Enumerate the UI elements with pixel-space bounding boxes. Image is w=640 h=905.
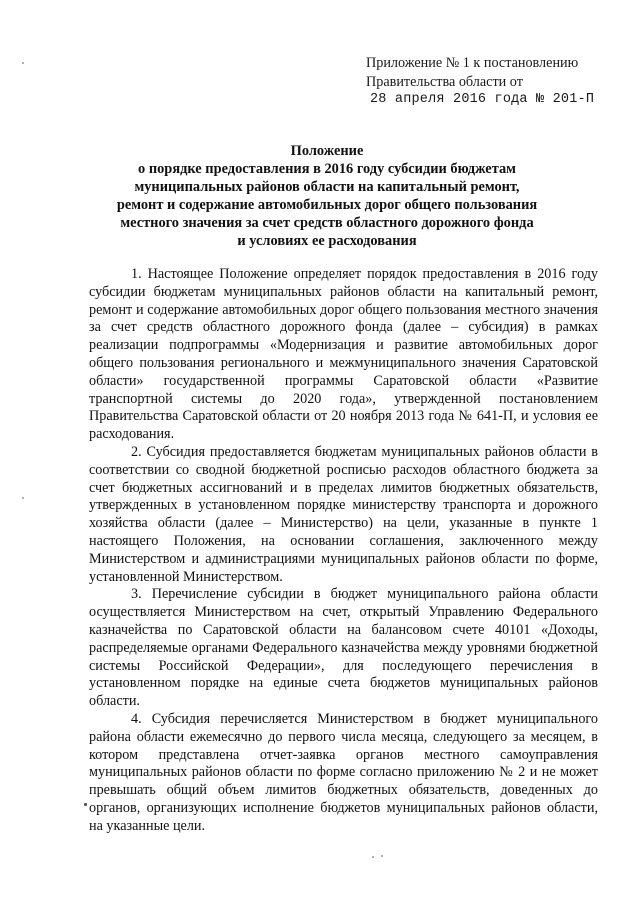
paragraph-4: 4. Субсидия перечисляется Министерством в бюджет муниципального района области ежемесячно до первого числа месяца, следующего за месяцем, в котором представлена отчет-заявка органов местного самоуправления муниципальных районов области по форме согласно приложению № 2 и не может превышать общий объем лимитов бюджетных обязательств, доведенных до органов, организующих исполнение бюджетов муниципальных районов области, на указанные цели. [89, 710, 598, 834]
paragraph-1: 1. Настоящее Положение определяет порядок предоставления в 2016 году субсидии бюджетам муниципальных районов области на капитальный ремонт, ремонт и содержание автомобильных дорог общего пользования местного значения за счет средств областного дорожного фонда (далее – субсидия) в рамках реализации подпрограммы «Модернизация и развитие автомобильных дорог общего пользования регионального и межмуниципального значения Саратовской области» государственной программы Саратовской области «Развитие транспортной системы до 2020 года», утвержденной постановлением Правительства Саратовской области от 20 ноября 2013 года № 641-П, и условия ее расходования. [89, 266, 598, 443]
paragraph-2: 2. Субсидия предоставляется бюджетам муниципальных районов области в соответствии со сводной бюджетной росписью расходов областного бюджета за счет бюджетных ассигнований и в пределах лимитов бюджетных обязательств, утвержденных в установленном порядке министерству транспорта и дорожного хозяйства области (далее – Министерство) на цели, указанные в пункте 1 настоящего Положения, на основании соглашения, заключенного между Министерством и администрациями муниципальных районов области по форме, установленной Министерством. [89, 443, 598, 585]
document-title [60, 143, 594, 250]
title-line-5: местного значения за счет средств областного дорожного фонда [120, 214, 534, 231]
scan-speck [381, 855, 383, 857]
appendix-date-number: 28 апреля 2016 года № 201-П [370, 92, 595, 107]
appendix-line-1: Приложение № 1 к постановлению [366, 55, 579, 71]
title-line-3: муниципальных районов области на капитальный ремонт, [134, 178, 520, 195]
title-line-6: и условиях ее расходования [237, 232, 417, 249]
scan-speck [22, 497, 24, 499]
paragraph-3: 3. Перечисление субсидии в бюджет муниципального района области осуществляется Министерством на счет, открытый Управлению Федерального казначейства по Саратовской области на балансовом счете 40101 «Доходы, распределяемые органами Федерального казначейства между уровнями бюджетной системы Российской Федерации», для последующего перечисления в установленном порядке на единые счета бюджетов муниципальных районов области. [89, 586, 598, 710]
scan-speck [84, 803, 87, 806]
title-line-2: о порядке предоставления в 2016 году субсидии бюджетам [138, 160, 516, 177]
title-line-4: ремонт и содержание автомобильных дорог общего пользования [116, 196, 538, 213]
title-line-1: Положение [290, 143, 364, 159]
document-body [89, 266, 598, 836]
scan-speck [372, 856, 374, 858]
scan-speck [22, 62, 24, 64]
appendix-line-2: Правительства области от [366, 73, 523, 90]
appendix-stamp [366, 54, 616, 110]
